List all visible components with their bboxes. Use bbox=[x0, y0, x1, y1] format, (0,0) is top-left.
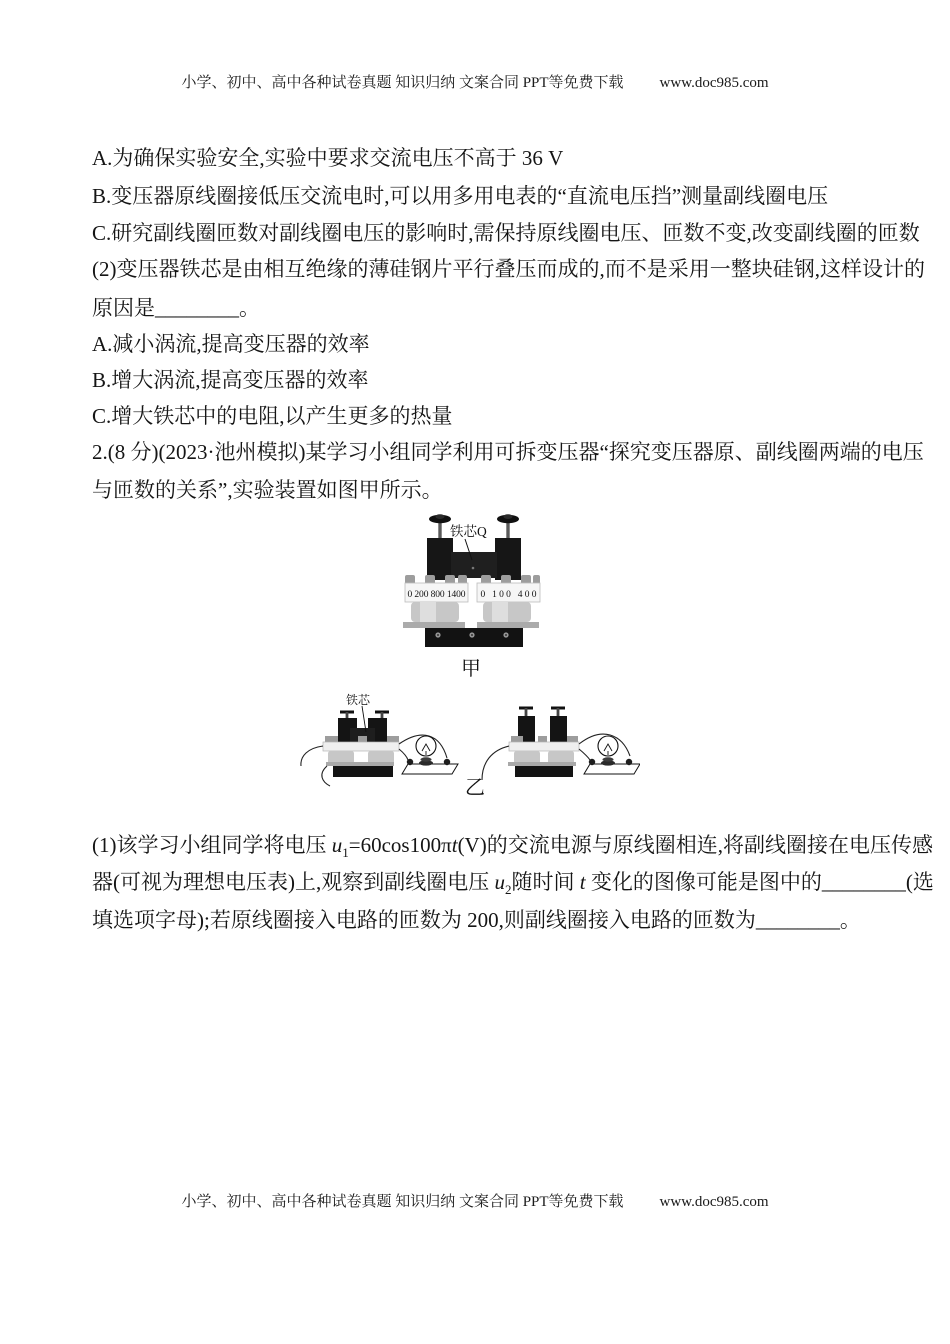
figure-jia-caption: 甲 bbox=[461, 658, 481, 680]
question-2-part2-blank-line: 原因是________。 bbox=[92, 296, 260, 320]
text-segment: u bbox=[331, 833, 343, 857]
text-segment: 器(可视为理想电压表)上,观察到副线圈电压 bbox=[92, 870, 495, 894]
iron-core-label: 铁芯 bbox=[346, 693, 371, 707]
question-2-stem-line1: 2.(8 分)(2023·池州模拟)某学习小组同学利用可拆变压器“探究变压器原、副线圈两端的电压 bbox=[92, 440, 924, 464]
footer-text: 小学、初中、高中各种试卷真题 知识归纳 文案合同 PPT等免费下载 bbox=[181, 1194, 624, 1210]
text-segment: u bbox=[494, 870, 505, 894]
figure-jia bbox=[396, 512, 546, 657]
core-frame-icon bbox=[427, 538, 521, 580]
transformer-photo-illustration bbox=[396, 512, 546, 652]
text-segment: t bbox=[451, 833, 458, 857]
figure-yi-caption: 乙 bbox=[465, 777, 485, 799]
page-header bbox=[0, 71, 950, 92]
option-c1-line: C.研究副线圈匝数对副线圈电压的影响时,需保持原线圈电压、匝数不变,改变副线圈的匝数 bbox=[92, 221, 920, 245]
secondary-turns-scale: 0 100 400 bbox=[480, 590, 537, 600]
option-c2-line: C.增大铁芯中的电阻,以产生更多的热量 bbox=[92, 404, 453, 428]
open-core-transformer-icon bbox=[508, 708, 579, 777]
question-2-part1-line2 bbox=[92, 866, 934, 898]
primary-turns-scale: 0 200 800 1400 bbox=[407, 590, 466, 600]
text-segment: 1 bbox=[342, 845, 349, 861]
text-segment: 随时间 bbox=[511, 870, 580, 894]
page-footer bbox=[0, 1190, 950, 1211]
base-plate-icon bbox=[403, 622, 539, 647]
question-2-part1-line3: 填选项字母);若原线圈接入电路的匝数为 200,则副线圈接入电路的匝数为________。 bbox=[92, 908, 861, 932]
closed-core-transformer-icon bbox=[323, 712, 399, 777]
header-text: 小学、初中、高中各种试卷真题 知识归纳 文案合同 PPT等免费下载 bbox=[181, 75, 624, 91]
coil-bodies-icon bbox=[411, 602, 531, 622]
text-segment: =60cos100π bbox=[348, 833, 452, 857]
question-2-part2-line1: (2)变压器铁芯是由相互绝缘的薄硅钢片平行叠压而成的,而不是采用一整块硅钢,这样设计的 bbox=[92, 257, 925, 281]
iron-core-q-label: 铁芯Q bbox=[450, 524, 487, 539]
turns-scale-strips bbox=[405, 583, 540, 602]
text-segment: (V)的交流电源与原线圈相连,将副线圈接在电压传感 bbox=[457, 833, 933, 857]
footer-url: www.doc985.com bbox=[659, 1194, 769, 1210]
bulb-left-icon bbox=[402, 736, 458, 774]
question-2-stem-line2: 与匝数的关系”,实验装置如图甲所示。 bbox=[92, 478, 443, 502]
option-b2-line: B.增大涡流,提高变压器的效率 bbox=[92, 368, 369, 392]
header-url: www.doc985.com bbox=[659, 75, 769, 91]
question-2-part1-line1 bbox=[92, 829, 933, 861]
text-segment: 2 bbox=[505, 882, 512, 898]
text-segment: (1)该学习小组同学将电压 bbox=[92, 833, 332, 857]
bulb-right-icon bbox=[584, 736, 640, 774]
option-a2-line: A.减小涡流,提高变压器的效率 bbox=[92, 332, 370, 356]
option-b1-line: B.变压器原线圈接低压交流电时,可以用多用电表的“直流电压挡”测量副线圈电压 bbox=[92, 184, 829, 208]
option-a1-line: A.为确保实验安全,实验中要求交流电压不高于 36 V bbox=[92, 146, 564, 170]
text-segment: 变化的图像可能是图中的________(选 bbox=[585, 870, 934, 894]
text-segment: t bbox=[579, 870, 586, 894]
